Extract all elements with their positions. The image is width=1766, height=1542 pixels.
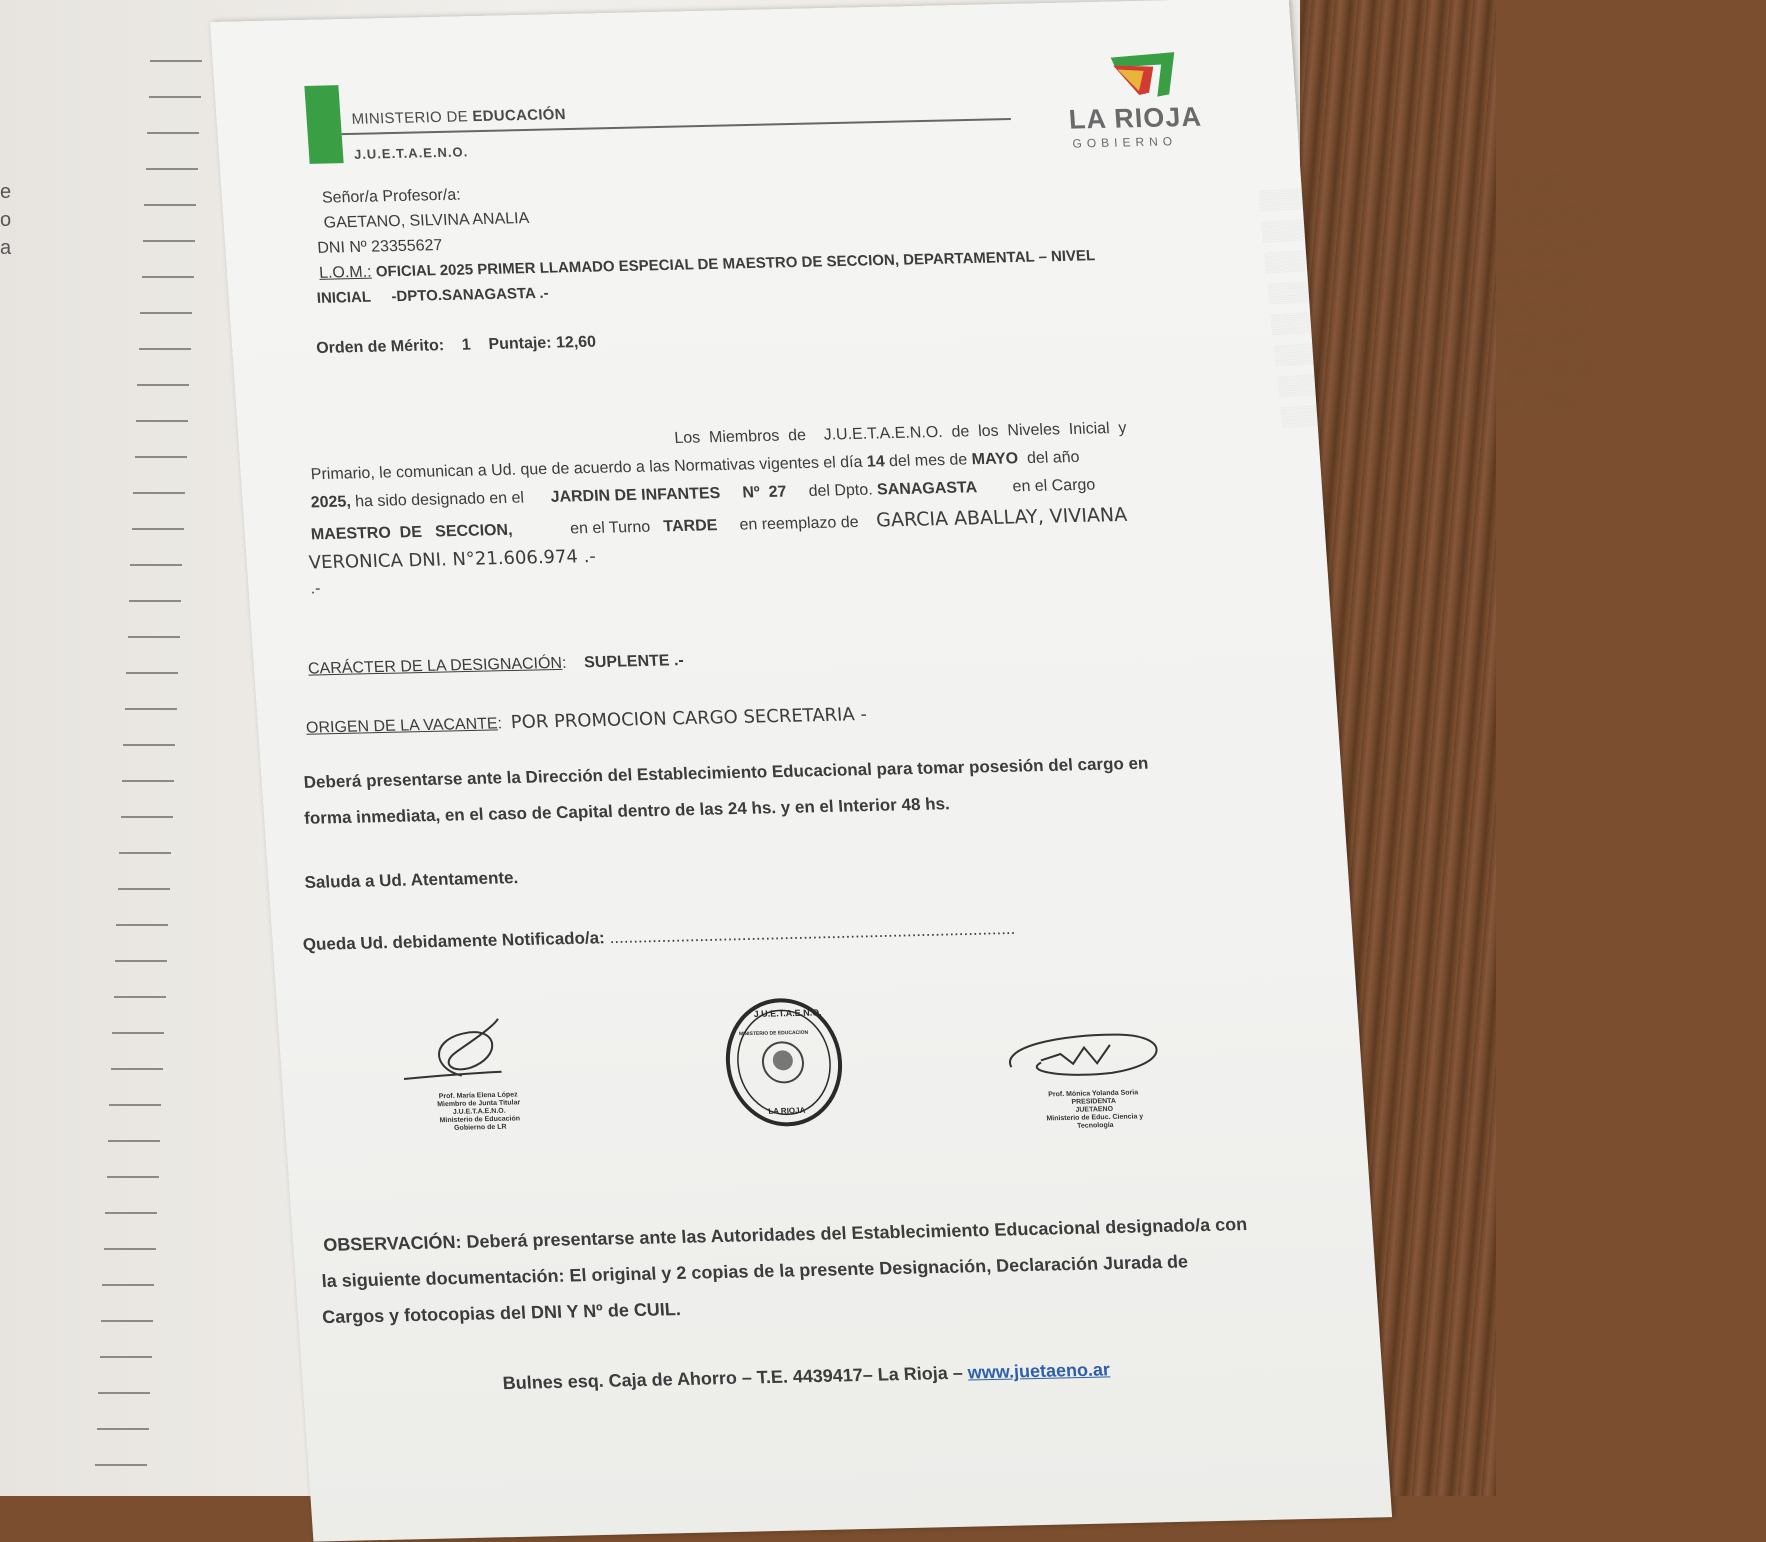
- green-header-bar: [304, 85, 343, 164]
- caption-line: Prof. Mónica Yolanda Soria: [1048, 1089, 1139, 1099]
- logo-title: LA RIOJA: [1067, 101, 1203, 135]
- notificado-line: [302, 919, 1016, 955]
- body-line-3b: del Dpto.: [808, 481, 874, 501]
- logo-subtitle: GOBIERNO: [1072, 134, 1178, 151]
- salutation: Señor/a Profesor/a:: [321, 186, 462, 207]
- punch-mark: [132, 528, 184, 530]
- lom-label: L.O.M.:: [318, 263, 373, 282]
- punch-mark: [137, 384, 189, 386]
- seal-ring-text: MINISTERIO DE EDUCACION: [738, 1029, 809, 1038]
- seal-bottom-text: LA RIOJA: [767, 1105, 806, 1116]
- punch-mark: [149, 96, 201, 98]
- punch-mark: [126, 672, 178, 674]
- punch-mark: [125, 708, 177, 710]
- left-fragment: o: [0, 209, 12, 231]
- la-rioja-emblem-icon: [1102, 50, 1185, 104]
- punch-mark: [133, 492, 185, 494]
- notificado-dots: ......................................................................................: [608, 918, 1016, 948]
- punch-mark: [130, 564, 182, 566]
- caption-line: Prof. María Elena López: [438, 1091, 518, 1101]
- punch-mark: [139, 348, 191, 350]
- right-signature-scribble-icon: [999, 1024, 1173, 1088]
- punch-mark: [105, 1212, 157, 1214]
- left-fragment: e: [0, 181, 12, 203]
- reemplazo-2: VERONICA DNI. N°21.606.974 .-: [308, 545, 597, 574]
- binder-punch-marks: [90, 60, 210, 1496]
- school: JARDIN DE INFANTES Nº 27: [550, 483, 788, 506]
- instruction-line-2: forma inmediata, en el caso de Capital dentro de las 24 hs. y en el Interior 48 hs.: [303, 794, 951, 828]
- caption-line: Ministerio de Educ. Ciencia y Tecnología: [1046, 1113, 1144, 1130]
- body-line-2b: del mes de: [888, 451, 968, 471]
- score-value: 12,60: [555, 333, 597, 352]
- punch-mark: [98, 1392, 150, 1394]
- observacion-line-1: [323, 1214, 1248, 1256]
- punch-mark: [123, 744, 175, 746]
- left-page-fragments: [0, 178, 11, 262]
- punch-mark: [115, 960, 167, 962]
- month: MAYO: [971, 450, 1019, 469]
- caption-line: Ministerio de Educación: [439, 1115, 521, 1125]
- origen-line: ORIGEN DE LA VACANTE: POR PROMOCION CARGO SECRETARIA -: [305, 703, 868, 737]
- body-line-4a: en el Turno: [569, 518, 651, 538]
- punch-mark: [136, 420, 188, 422]
- ministerio-bold: EDUCACIÓN: [471, 106, 567, 126]
- body-line-1: Los Miembros de J.U.E.T.A.E.N.O. de los Niveles Inicial y: [673, 419, 1128, 447]
- punch-mark: [97, 1428, 149, 1430]
- document-page: [210, 0, 1606, 1542]
- punch-mark: [116, 924, 168, 926]
- punch-mark: [144, 204, 196, 206]
- year: 2025,: [310, 493, 352, 512]
- punch-mark: [95, 1464, 147, 1466]
- body-tail: .-: [310, 580, 321, 598]
- punch-mark: [143, 240, 195, 242]
- caracter-label: CARÁCTER DE LA DESIGNACIÓN: [307, 654, 563, 678]
- left-signature-caption: [423, 1091, 536, 1133]
- ministerio-header: [351, 106, 566, 128]
- addressee-name: GAETANO, SILVINA ANALIA: [323, 210, 530, 232]
- punch-mark: [146, 168, 198, 170]
- origen-label: ORIGEN DE LA VACANTE: [305, 715, 499, 737]
- punch-mark: [100, 1356, 152, 1358]
- observacion-text-1: Deberá presentarse ante las Autoridades del Establecimiento Educacional designado/a con: [465, 1214, 1248, 1252]
- punch-mark: [140, 312, 192, 314]
- addressee-dni: DNI Nº 23355627: [316, 237, 443, 257]
- punch-mark: [101, 1320, 153, 1322]
- ministerio-prefix: MINISTERIO DE: [351, 108, 469, 128]
- seal-top-text: J.U.E.T.A.E.N.O.: [753, 1007, 822, 1019]
- body-line-4: [310, 504, 1128, 545]
- footer: [502, 1359, 1111, 1394]
- notificado-label: Queda Ud. debidamente Notificado/a:: [302, 928, 606, 955]
- punch-mark: [135, 456, 187, 458]
- cargo: MAESTRO DE SECCION,: [310, 521, 514, 544]
- observacion-label: OBSERVACIÓN:: [322, 1231, 463, 1256]
- body-line-3c: en el Cargo: [1012, 476, 1096, 496]
- punch-mark: [102, 1284, 154, 1286]
- la-rioja-logo: [1064, 48, 1271, 163]
- caption-line: PRESIDENTA: [1071, 1097, 1117, 1106]
- right-signature-caption: [1033, 1089, 1156, 1132]
- punch-mark: [128, 636, 180, 638]
- day: 14: [866, 453, 886, 471]
- punch-mark: [111, 1068, 163, 1070]
- punch-mark: [109, 1104, 161, 1106]
- dept: SANAGASTA: [876, 479, 978, 499]
- left-signature-scribble-icon: [398, 1016, 533, 1089]
- caption-line: Miembro de Junta Titular: [436, 1099, 521, 1109]
- merit-line: [316, 334, 597, 358]
- body-line-2a: Primario, le comunican a Ud. que de acuerdo a las Normativas vigentes el día: [310, 453, 864, 484]
- score-label: Puntaje:: [487, 334, 553, 354]
- punch-mark: [129, 600, 181, 602]
- merit-value: 1: [461, 336, 472, 354]
- punch-mark: [114, 996, 166, 998]
- left-fragment: a: [0, 237, 12, 259]
- body-line-3a: ha sido designado en el: [354, 489, 525, 511]
- body-line-2c: del año: [1026, 448, 1081, 468]
- turno: TARDE: [662, 517, 718, 536]
- punch-mark: [119, 852, 171, 854]
- left-signature: [398, 1016, 546, 1139]
- origen-value: POR PROMOCION CARGO SECRETARIA -: [510, 703, 868, 734]
- juetaeno-header: J.U.E.T.A.E.N.O.: [353, 144, 469, 162]
- punch-mark: [107, 1176, 159, 1178]
- footer-website-link[interactable]: www.juetaeno.ar: [967, 1359, 1111, 1383]
- bleed-through-text: ▒▒▒▒▒ ▒▒▒▒▒▒▒ ▒▒ ▒▒▒ ▒▒▒▒ ▒▒▒▒▒▒▒ ▒▒▒▒ ▒▒▒▒▒ ▒▒ ▒▒▒▒▒▒ ▒▒▒▒▒ ▒▒▒ ▒▒▒▒▒▒▒▒ ▒▒ ▒▒▒▒▒ ▒▒▒▒▒▒ ▒▒▒ ▒▒▒▒▒ ▒▒▒▒▒▒▒▒ ▒▒▒▒▒ ▒▒ ▒▒▒▒▒▒ ▒▒▒▒▒▒ ▒▒▒ ▒▒▒▒▒▒▒ ▒▒▒▒▒ ▒▒▒ ▒▒▒▒▒▒▒ ▒▒▒▒ ▒▒▒▒▒▒ ▒▒▒▒▒▒ ▒▒ ▒▒▒▒ ▒▒▒▒▒▒ ▒▒▒ ▒▒▒▒▒▒▒▒ ▒▒▒▒: [1257, 173, 1606, 429]
- punch-mark: [147, 132, 199, 134]
- observacion-line-3: Cargos y fotocopias del DNI Y Nº de CUIL.: [321, 1298, 682, 1328]
- footer-address: Bulnes esq. Caja de Ahorro – T.E. 4439417– La Rioja –: [502, 1362, 964, 1394]
- caracter-line: CARÁCTER DE LA DESIGNACIÓN: SUPLENTE .-: [307, 652, 685, 678]
- instruction-line-1: Deberá presentarse ante la Dirección del Establecimiento Educacional para tomar posesión del cargo en: [303, 753, 1149, 792]
- merit-label: Orden de Mérito:: [315, 337, 445, 358]
- punch-mark: [150, 60, 202, 62]
- lom-text-2: INICIAL -DPTO.SANAGASTA .-: [316, 284, 550, 307]
- body-line-4b: en reemplazo de: [738, 513, 860, 534]
- observacion-line-2: la siguiente documentación: El original y 2 copias de la presente Designación, Declaración Jurada de: [321, 1251, 1189, 1292]
- punch-mark: [112, 1032, 164, 1034]
- punch-mark: [122, 780, 174, 782]
- lom-text: OFICIAL 2025 PRIMER LLAMADO ESPECIAL DE MAESTRO DE SECCION, DEPARTAMENTAL – NIVEL: [375, 247, 1096, 281]
- official-seal: [717, 999, 856, 1132]
- caption-line: J.U.E.T.A.E.N.O.: [452, 1107, 506, 1116]
- punch-mark: [121, 816, 173, 818]
- caption-line: JUETAENO: [1075, 1105, 1114, 1114]
- reemplazo-1: GARCIA ABALLAY, VIVIANA: [875, 503, 1128, 532]
- saluda: Saluda a Ud. Atentamente.: [303, 868, 519, 892]
- punch-mark: [104, 1248, 156, 1250]
- punch-mark: [108, 1140, 160, 1142]
- caracter-value: SUPLENTE .-: [583, 652, 685, 672]
- punch-mark: [118, 888, 170, 890]
- right-signature: [999, 1024, 1176, 1128]
- caption-line: Gobierno de LR: [453, 1123, 507, 1132]
- punch-mark: [142, 276, 194, 278]
